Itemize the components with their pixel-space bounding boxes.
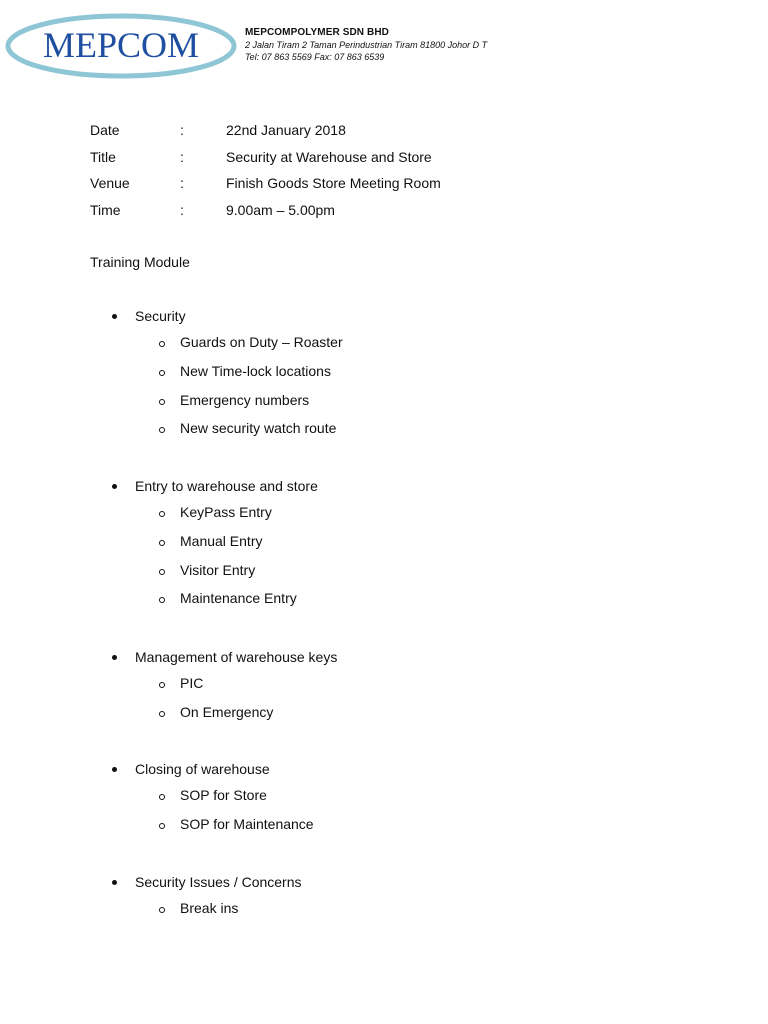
sub-list-item [0, 498, 768, 527]
meta-label: Time [90, 201, 121, 218]
sub-list-item [0, 584, 768, 613]
bullet-icon [112, 655, 117, 660]
meta-value: 22nd January 2018 [226, 122, 346, 138]
company-contact: Tel: 07 863 5569 Fax: 07 863 6539 [245, 52, 385, 62]
meta-colon: : [180, 201, 184, 218]
meta-label: Title [90, 148, 116, 165]
list-item [0, 761, 768, 781]
bullet-icon [112, 880, 117, 885]
list-item [0, 874, 768, 894]
sub-item-text: Emergency numbers [180, 391, 310, 408]
company-logo [4, 10, 240, 80]
meta-value: Security at Warehouse and Store [226, 148, 432, 165]
circle-bullet-icon [159, 794, 165, 800]
sub-list-item [0, 328, 768, 357]
section-title: Security [135, 308, 186, 324]
sub-item-text: SOP for Store [180, 787, 267, 803]
sub-item-text: KeyPass Entry [180, 504, 272, 520]
sub-list-item [0, 810, 768, 839]
meta-colon: : [180, 175, 184, 192]
bullet-icon [112, 484, 117, 489]
sub-item-text: Break ins [180, 900, 239, 916]
sub-item-text: Visitor Entry [180, 561, 256, 578]
sub-item-text: Guards on Duty – Roaster [180, 334, 343, 350]
sub-list-item [0, 781, 768, 810]
sub-item-text: New Time-lock locations [180, 362, 331, 379]
section-title: Security Issues / Concerns [135, 874, 302, 890]
meta-colon: : [180, 148, 184, 165]
meta-label: Date [90, 122, 120, 138]
sub-item-text: New security watch route [180, 420, 337, 437]
bullet-icon [112, 767, 117, 772]
sub-list-item [0, 414, 768, 443]
circle-bullet-icon [159, 569, 165, 575]
company-address: 2 Jalan Tiram 2 Taman Perindustrian Tiram 81800 Johor D T [245, 40, 488, 50]
sub-list-item [0, 556, 768, 585]
section-title: Closing of warehouse [135, 761, 270, 777]
logo-text: MEPCOM [42, 25, 200, 65]
circle-bullet-icon [159, 823, 165, 829]
sub-list-item [0, 669, 768, 698]
circle-bullet-icon [159, 711, 165, 717]
circle-bullet-icon [159, 511, 165, 517]
circle-bullet-icon [159, 399, 165, 405]
section-keys [0, 649, 768, 727]
meta-value: Finish Goods Store Meeting Room [226, 175, 441, 192]
company-info [245, 27, 487, 63]
circle-bullet-icon [159, 341, 165, 347]
training-module-heading: Training Module [90, 254, 190, 270]
list-item [0, 649, 768, 669]
sub-item-text: PIC [180, 675, 204, 691]
circle-bullet-icon [159, 540, 165, 546]
sub-list-item [0, 357, 768, 386]
sub-list-item [0, 698, 768, 727]
company-name: MEPCOMPOLYMER SDN BHD [245, 27, 389, 38]
sub-item-text: SOP for Maintenance [180, 815, 314, 832]
sub-item-text: Maintenance Entry [180, 590, 297, 607]
circle-bullet-icon [159, 682, 165, 688]
sub-item-text: On Emergency [180, 703, 274, 720]
section-security [0, 308, 768, 443]
list-item [0, 478, 768, 498]
sub-item-text: Manual Entry [180, 532, 263, 549]
circle-bullet-icon [159, 597, 165, 603]
meta-label: Venue [90, 175, 130, 192]
circle-bullet-icon [159, 907, 165, 913]
list-item [0, 308, 768, 328]
circle-bullet-icon [159, 370, 165, 376]
sub-list-item [0, 386, 768, 415]
sub-list-item [0, 527, 768, 556]
section-closing [0, 761, 768, 839]
meta-colon: : [180, 122, 184, 138]
section-title: Management of warehouse keys [135, 649, 338, 665]
section-title: Entry to warehouse and store [135, 478, 318, 494]
letterhead [0, 0, 768, 90]
meta-value: 9.00am – 5.00pm [226, 201, 335, 218]
circle-bullet-icon [159, 427, 165, 433]
bullet-icon [112, 314, 117, 319]
section-entry [0, 478, 768, 613]
section-issues [0, 874, 768, 923]
sub-list-item [0, 894, 768, 923]
